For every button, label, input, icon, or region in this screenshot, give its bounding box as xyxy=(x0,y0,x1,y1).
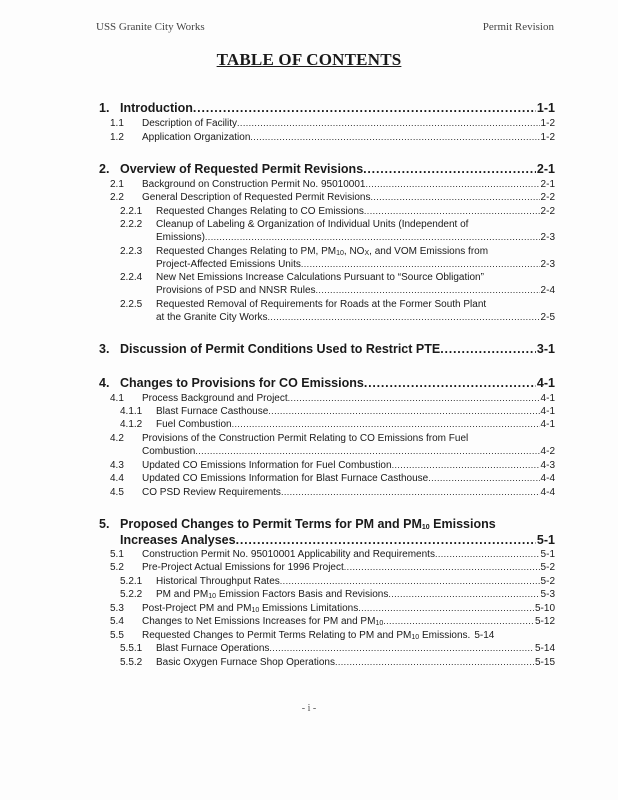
page-ref: 5-2 xyxy=(540,576,555,587)
section-title: Application Organization xyxy=(142,132,251,143)
toc-section-1[interactable] xyxy=(99,101,555,117)
dot-leader xyxy=(268,406,539,417)
toc-entry-2-2-2-cont[interactable] xyxy=(156,232,555,245)
page-ref: 4-3 xyxy=(540,460,555,471)
toc-entry-4-1-2[interactable] xyxy=(120,419,555,432)
section-title-line-1: Requested Removal of Requirements for Roads at the Former South Plant xyxy=(156,299,487,310)
section-number: 4.5 xyxy=(110,487,124,498)
subscript: 10 xyxy=(375,620,384,627)
section-title xyxy=(142,630,470,641)
page-ref: 4-1 xyxy=(540,419,555,430)
section-title-line-2: Project-Affected Emissions Units xyxy=(156,259,301,270)
section-title-part: Changes to Net Emissions Increases for PM and PM xyxy=(142,616,376,627)
section-title: CO PSD Review Requirements xyxy=(142,487,281,498)
page-ref: 3-1 xyxy=(536,342,555,356)
toc-entry-2-1[interactable] xyxy=(110,179,555,192)
dot-leader xyxy=(392,460,540,471)
page-ref: 2-1 xyxy=(536,162,555,176)
toc-entry-2-2-3-cont[interactable] xyxy=(156,259,555,272)
section-title: General Description of Requested Permit Revisions xyxy=(142,192,371,203)
section-number: 4.2 xyxy=(110,433,124,444)
dot-leader xyxy=(268,312,540,323)
toc-entry-5-5[interactable] xyxy=(110,630,555,643)
page-ref: 4-4 xyxy=(540,473,555,484)
dot-leader xyxy=(358,603,534,614)
page-ref: 1-2 xyxy=(540,118,555,129)
dot-leader xyxy=(281,487,540,498)
section-number: 2. xyxy=(99,162,110,176)
subscript: 10 xyxy=(411,634,420,641)
section-title-part: Emissions xyxy=(429,517,496,531)
section-title-part: Emission Factors Basis and Revisions xyxy=(216,589,389,600)
toc-entry-2-2-2[interactable] xyxy=(120,219,468,230)
section-title: Discussion of Permit Conditions Used to Restrict PTE xyxy=(120,342,441,356)
page-ref: 4-1 xyxy=(536,376,555,390)
section-number: 1. xyxy=(99,101,110,115)
toc-section-2[interactable] xyxy=(99,162,555,178)
dot-leader xyxy=(365,179,539,190)
section-title: Requested Changes Relating to CO Emissions xyxy=(156,206,364,217)
section-title: Pre-Project Actual Emissions for 1996 Project xyxy=(142,562,344,573)
section-number: 2.2.3 xyxy=(120,246,143,257)
subscript: X xyxy=(364,250,370,257)
section-title: Construction Permit No. 95010001 Applicability and Requirements xyxy=(142,549,435,560)
page-ref: 4-1 xyxy=(540,393,555,404)
toc-entry-5-5-1[interactable] xyxy=(120,643,555,656)
toc-entry-5-2[interactable] xyxy=(110,562,555,575)
section-title: Overview of Requested Permit Revisions xyxy=(120,162,364,176)
page-ref: 1-2 xyxy=(540,132,555,143)
page-ref: 2-1 xyxy=(540,179,555,190)
page-ref: 4-2 xyxy=(540,446,555,457)
page-ref: 5-15 xyxy=(534,657,555,668)
dot-leader xyxy=(288,393,540,404)
page-ref: 2-3 xyxy=(540,259,555,270)
subscript: 10 xyxy=(421,524,430,531)
section-title: Blast Furnace Casthouse xyxy=(156,406,269,417)
dot-leader xyxy=(193,101,536,115)
dot-leader xyxy=(232,419,540,430)
page-ref: 2-3 xyxy=(540,232,555,243)
section-number: 5.2.1 xyxy=(120,576,143,587)
toc-entry-4-3[interactable] xyxy=(110,460,555,473)
section-title: Process Background and Project xyxy=(142,393,288,404)
section-number: 2.2.5 xyxy=(120,299,143,310)
toc-entry-4-1-1[interactable] xyxy=(120,406,555,419)
section-title: Description of Facility xyxy=(142,118,238,129)
dot-leader xyxy=(428,473,539,484)
page-ref: 2-5 xyxy=(540,312,555,323)
dot-leader xyxy=(383,616,534,627)
section-title: Fuel Combustion xyxy=(156,419,232,430)
section-title xyxy=(142,616,383,627)
dot-leader xyxy=(388,589,539,600)
toc-entry-2-2-5-cont[interactable] xyxy=(156,312,555,325)
section-title xyxy=(142,603,358,614)
page-ref: 5-3 xyxy=(540,589,555,600)
dot-leader xyxy=(301,259,540,270)
page-ref: 1-1 xyxy=(536,101,555,115)
toc-section-5[interactable] xyxy=(99,517,496,531)
section-number: 4.1.2 xyxy=(120,419,143,430)
subscript: 10 xyxy=(336,250,344,257)
section-title: Updated CO Emissions Information for Blast Furnace Casthouse xyxy=(142,473,429,484)
section-title: Changes to Provisions for CO Emissions xyxy=(120,376,364,390)
section-title-line-1: Requested Changes Relating to PM, PM xyxy=(156,246,337,257)
toc-entry-4-5[interactable] xyxy=(110,487,555,500)
section-number: 1.1 xyxy=(110,118,124,129)
header-facility-name: USS Granite City Works xyxy=(96,21,205,33)
section-title-part: , NO xyxy=(343,246,365,257)
toc-entry-4-4[interactable] xyxy=(110,473,555,486)
section-title-part: Emissions Limitations xyxy=(259,603,359,614)
section-title-line-2: at the Granite City Works xyxy=(156,312,268,323)
section-title-line-1: Cleanup of Labeling & Organization of Individual Units (Independent of xyxy=(156,219,469,230)
toc-section-3[interactable] xyxy=(99,342,555,358)
section-title-part: Post-Project PM and PM xyxy=(142,603,252,614)
dot-leader xyxy=(363,162,536,176)
page-number: - i - xyxy=(301,703,317,714)
toc-entry-2-2[interactable] xyxy=(110,192,555,205)
toc-entry-5-3[interactable] xyxy=(110,603,555,616)
section-number: 5.2 xyxy=(110,562,124,573)
toc-entry-5-4[interactable] xyxy=(110,616,555,629)
section-number: 5.5.1 xyxy=(120,643,143,654)
toc-entry-2-2-5[interactable] xyxy=(120,299,486,310)
dot-leader xyxy=(440,342,536,356)
subscript: 10 xyxy=(251,607,260,614)
subscript: 10 xyxy=(208,593,217,600)
section-number: 5.1 xyxy=(110,549,124,560)
page-ref: 5-2 xyxy=(540,562,555,573)
section-number: 5.5.2 xyxy=(120,657,143,668)
section-number: 1.2 xyxy=(110,132,124,143)
page-ref: 5-10 xyxy=(534,603,555,614)
toc-entry-2-2-3[interactable] xyxy=(120,246,488,257)
page-ref: 2-2 xyxy=(540,206,555,217)
dot-leader xyxy=(236,533,536,547)
section-number: 2.2 xyxy=(110,192,124,203)
page-ref: 4-4 xyxy=(540,487,555,498)
page-ref: 5-14 xyxy=(474,630,495,641)
toc-entry-5-5-2[interactable] xyxy=(120,657,555,670)
section-number: 3. xyxy=(99,342,110,356)
dot-leader xyxy=(435,549,540,560)
section-number: 5.3 xyxy=(110,603,124,614)
section-title-line-2: Combustion xyxy=(142,446,196,457)
section-title: Background on Construction Permit No. 95010001 xyxy=(142,179,366,190)
section-title-part: Emissions. xyxy=(419,630,471,641)
section-title-line-2: Emissions) xyxy=(156,232,205,243)
page-ref: 4-1 xyxy=(540,406,555,417)
page-ref: 5-1 xyxy=(536,533,555,547)
dot-leader xyxy=(205,232,540,243)
section-number: 4.1 xyxy=(110,393,124,404)
dot-leader xyxy=(370,192,539,203)
section-title-line-1: New Net Emissions Increase Calculations Pursuant to “Source Obligation” xyxy=(156,272,484,283)
section-title: Basic Oxygen Furnace Shop Operations xyxy=(156,657,335,668)
dot-leader xyxy=(269,643,534,654)
toc-entry-2-2-4-cont[interactable] xyxy=(156,285,555,298)
section-title-part: Requested Changes to Permit Terms Relating to PM and PM xyxy=(142,630,412,641)
section-number: 2.2.2 xyxy=(120,219,143,230)
page-ref: 5-14 xyxy=(534,643,555,654)
dot-leader xyxy=(237,118,540,129)
section-title xyxy=(156,589,388,600)
section-title-line-2: Provisions of PSD and NNSR Rules xyxy=(156,285,316,296)
section-title: Historical Throughput Rates xyxy=(156,576,280,587)
dot-leader xyxy=(250,132,539,143)
section-number: 5. xyxy=(99,517,110,531)
page-ref: 2-4 xyxy=(540,285,555,296)
toc-entry-5-2-2[interactable] xyxy=(120,589,555,602)
section-title: Introduction xyxy=(120,101,193,115)
section-number: 4.3 xyxy=(110,460,124,471)
section-number: 4. xyxy=(99,376,110,390)
dot-leader xyxy=(364,376,536,390)
section-title-line-1: Proposed Changes to Permit Terms for PM and PM xyxy=(120,517,422,531)
section-number: 5.2.2 xyxy=(120,589,143,600)
header-document-type: Permit Revision xyxy=(482,21,554,33)
dot-leader xyxy=(195,446,539,457)
section-title: Updated CO Emissions Information for Fuel Combustion xyxy=(142,460,392,471)
section-number: 2.1 xyxy=(110,179,124,190)
page-ref: 5-12 xyxy=(534,616,555,627)
section-title-part: , and VOM Emissions from xyxy=(369,246,489,257)
dot-leader xyxy=(316,285,540,296)
toc-entry-5-1[interactable] xyxy=(110,549,555,562)
toc-entry-1-2[interactable] xyxy=(110,132,555,145)
toc-entry-1-1[interactable] xyxy=(110,118,555,131)
toc-entry-5-2-1[interactable] xyxy=(120,576,555,589)
toc-entry-4-1[interactable] xyxy=(110,393,555,406)
section-number: 4.4 xyxy=(110,473,124,484)
toc-entry-2-2-4[interactable] xyxy=(120,272,484,283)
section-title: Blast Furnace Operations xyxy=(156,643,270,654)
section-number: 2.2.4 xyxy=(120,272,143,283)
section-number: 2.2.1 xyxy=(120,206,143,217)
dot-leader xyxy=(280,576,540,587)
page-ref: 2-2 xyxy=(540,192,555,203)
section-number: 5.4 xyxy=(110,616,124,627)
dot-leader xyxy=(335,657,534,668)
page-ref: 5-1 xyxy=(540,549,555,560)
toc-entry-4-2[interactable] xyxy=(110,433,468,444)
page-title: TABLE OF CONTENTS xyxy=(216,50,402,69)
toc-section-4[interactable] xyxy=(99,376,555,392)
toc-section-5-cont[interactable] xyxy=(120,533,555,549)
toc-entry-2-2-1[interactable] xyxy=(120,206,555,219)
section-number: 5.5 xyxy=(110,630,124,641)
section-title-part: PM and PM xyxy=(156,589,209,600)
section-title-line-2: Increases Analyses xyxy=(120,533,236,547)
section-title-line-1: Provisions of the Construction Permit Relating to CO Emissions from Fuel xyxy=(142,433,469,444)
dot-leader xyxy=(344,562,540,573)
section-number: 4.1.1 xyxy=(120,406,143,417)
toc-entry-4-2-cont[interactable] xyxy=(142,446,555,459)
dot-leader xyxy=(364,206,540,217)
